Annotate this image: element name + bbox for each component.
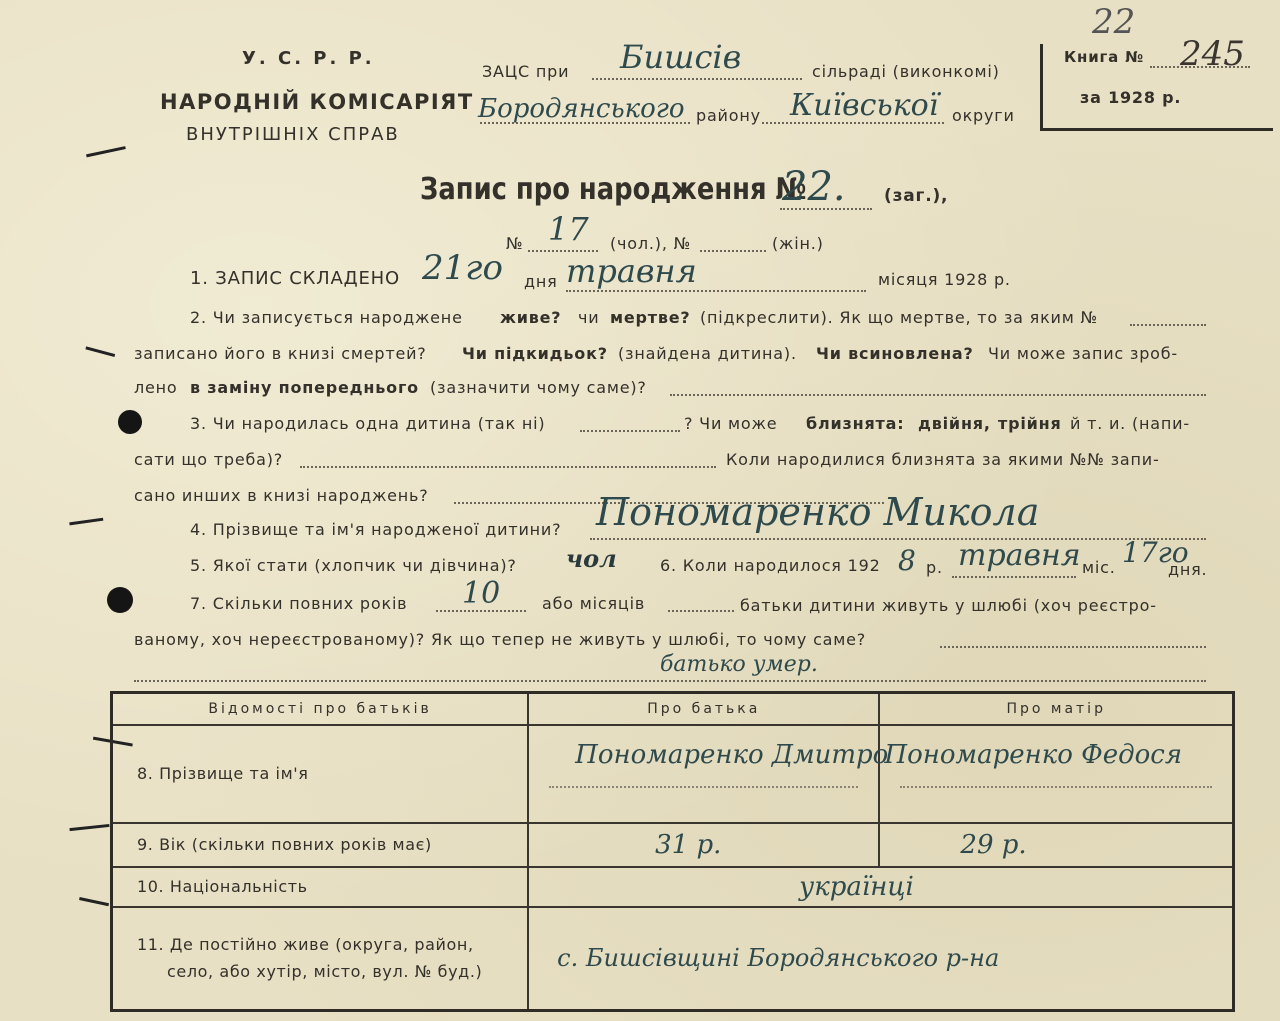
mother-age-cell: 29 р. bbox=[879, 823, 1233, 867]
q7-line1-b: або місяців bbox=[542, 594, 646, 613]
q2-found: Чи підкидьок? bbox=[462, 344, 608, 363]
q2-line3-dots bbox=[670, 394, 1206, 396]
q1-suffix: місяця 1928 р. bbox=[878, 270, 1011, 289]
record-number: 22. bbox=[782, 164, 846, 210]
q4-value: Пономаренко Микола bbox=[596, 490, 1040, 534]
okruga-label: округи bbox=[952, 106, 1015, 125]
q3-line2-a: сати що треба)? bbox=[134, 450, 284, 469]
mother-name-cell: Пономаренко Федося bbox=[879, 725, 1233, 823]
q2-line3-b: (зазначити чому саме)? bbox=[430, 378, 647, 397]
q6-r: р. bbox=[926, 558, 943, 577]
q2-line1-a: 2. Чи записується народжене bbox=[190, 308, 463, 327]
q6-mis: міс. bbox=[1082, 558, 1116, 577]
male-number: 17 bbox=[548, 210, 589, 248]
q7-line1-c: батьки дитини живуть у шлюбі (хоч реєстро- bbox=[740, 596, 1157, 615]
zags-village-line bbox=[592, 78, 802, 80]
q6-dnia: дня. bbox=[1168, 560, 1208, 579]
q7-answer: батько умер. bbox=[660, 652, 818, 677]
q1-day-word: дня bbox=[524, 272, 558, 291]
row-label: 10. Національність bbox=[112, 867, 529, 907]
record-suffix: (заг.), bbox=[884, 186, 949, 206]
table-row bbox=[112, 907, 1234, 1011]
q6-month: травня bbox=[958, 538, 1081, 573]
q6-month-line bbox=[952, 576, 1076, 578]
zags-prefix: ЗАЦС при bbox=[482, 62, 570, 81]
col-header-father: Про батька bbox=[528, 693, 879, 725]
book-year: за 1928 р. bbox=[1080, 88, 1182, 107]
book-scribble: 22 bbox=[1092, 2, 1136, 42]
q7-answer-line bbox=[134, 680, 1206, 682]
binding-mark bbox=[86, 146, 130, 177]
q7-line2-dots bbox=[940, 646, 1206, 648]
q3-twins: близнята: bbox=[806, 414, 905, 433]
punch-hole bbox=[107, 587, 133, 613]
zags-village-value: Бишсів bbox=[620, 38, 742, 76]
record-title: Запис про народження № bbox=[420, 172, 807, 207]
q5-label: 5. Якої стати (хлопчик чи дівчина)? bbox=[190, 556, 517, 575]
nationality-cell: українці bbox=[528, 867, 1233, 907]
q2-replace: в заміну попереднього bbox=[190, 378, 419, 397]
q3-line1-b: ? Чи може bbox=[684, 414, 778, 433]
q3-double: двійня, bbox=[918, 414, 991, 433]
q6-day: 17го bbox=[1122, 536, 1189, 569]
binding-mark bbox=[77, 897, 109, 916]
female-number-line bbox=[700, 250, 766, 252]
book-number-value: 245 bbox=[1180, 34, 1245, 74]
q2-line1-b: чи bbox=[578, 308, 600, 327]
row-label: 9. Вік (скільки повних років має) bbox=[112, 823, 529, 867]
q3-line3: сано инших в книзі народжень? bbox=[134, 486, 429, 505]
org-subtitle: ВНУТРІШНІХ СПРАВ bbox=[186, 124, 400, 145]
q3-line2-b: Коли народилися близнята за якими №№ запи- bbox=[726, 450, 1160, 469]
q1-label: 1. ЗАПИС СКЛАДЕНО bbox=[190, 268, 400, 289]
col-header-mother: Про матір bbox=[879, 693, 1233, 725]
q7-years: 10 bbox=[462, 576, 501, 611]
q4-label: 4. Прізвище та ім'я народженої дитини? bbox=[190, 520, 562, 539]
q2-line1-c: (підкреслити). Як що мертве, то за яким № bbox=[700, 308, 1098, 327]
book-number-label: Книга № bbox=[1064, 48, 1144, 66]
binding-mark bbox=[69, 518, 104, 536]
q3-line1-c: й т. и. (напи- bbox=[1070, 414, 1190, 433]
zags-suffix: сільраді (виконкомі) bbox=[812, 62, 1000, 81]
q2-line2-c: Чи може запис зроб- bbox=[988, 344, 1179, 363]
q2-adopted: Чи всиновлена? bbox=[816, 344, 974, 363]
row-label: 11. Де постійно живе (округа, район, село, або хутір, місто, вул. № буд.) bbox=[112, 907, 529, 1011]
male-label: (чол.), № bbox=[610, 234, 692, 253]
q7-line1-a: 7. Скільки повних років bbox=[190, 594, 408, 613]
q5-value: чол bbox=[566, 544, 617, 573]
table-row bbox=[112, 867, 1234, 907]
parents-table bbox=[110, 691, 1235, 1012]
q4-line bbox=[590, 538, 1206, 540]
q7-years-line bbox=[436, 610, 526, 612]
q3-line1-a: 3. Чи народилась одна дитина (так ні) bbox=[190, 414, 546, 433]
q3-triple: трійня bbox=[998, 414, 1062, 433]
table-row bbox=[112, 725, 1234, 823]
q2-line2-a: записано його в книзі смертей? bbox=[134, 344, 427, 363]
q6-year-digit: 8 bbox=[898, 544, 916, 577]
q6-label: 6. Коли народилося 192 bbox=[660, 556, 881, 575]
female-label: (жін.) bbox=[772, 234, 824, 253]
residence-cell: с. Бишсівщині Бородянського р-на bbox=[528, 907, 1233, 1011]
col-header-info: Відомості про батьків bbox=[112, 693, 529, 725]
q1-month-line bbox=[566, 290, 866, 292]
raion-label: району bbox=[696, 106, 761, 125]
male-no-label: № bbox=[506, 234, 524, 253]
q7-months-line bbox=[668, 610, 734, 612]
punch-hole bbox=[118, 410, 142, 434]
table-header-row bbox=[112, 693, 1234, 725]
org-code: У. С. Р. Р. bbox=[242, 48, 375, 69]
org-name: НАРОДНІЙ КОМІСАРІЯТ bbox=[160, 90, 474, 114]
q7-line2: ваному, хоч нереєстрованому)? Як що тепер не живуть у шлюбі, то чому саме? bbox=[134, 630, 867, 649]
q1-month: травня bbox=[566, 252, 697, 290]
q2-line1-dots bbox=[1130, 324, 1206, 326]
table-row bbox=[112, 823, 1234, 867]
okruga-value: Київської bbox=[790, 88, 939, 123]
q2-line2-b: (знайдена дитина). bbox=[618, 344, 797, 363]
q2-dead: мертве? bbox=[610, 308, 691, 327]
binding-mark bbox=[83, 346, 115, 366]
q2-line3-a: лено bbox=[134, 378, 178, 397]
binding-mark bbox=[69, 824, 110, 841]
record-number-line bbox=[780, 208, 872, 210]
q1-day: 21го bbox=[422, 248, 503, 288]
row-label: 8. Прізвище та ім'я bbox=[112, 725, 529, 823]
q2-live: живе? bbox=[500, 308, 562, 327]
father-age-cell: 31 р. bbox=[528, 823, 879, 867]
q3-line1-dots bbox=[580, 430, 680, 432]
q3-line2-dots bbox=[300, 466, 716, 468]
raion-value: Бородянського bbox=[478, 94, 685, 124]
father-name-cell: Пономаренко Дмитро bbox=[528, 725, 879, 823]
